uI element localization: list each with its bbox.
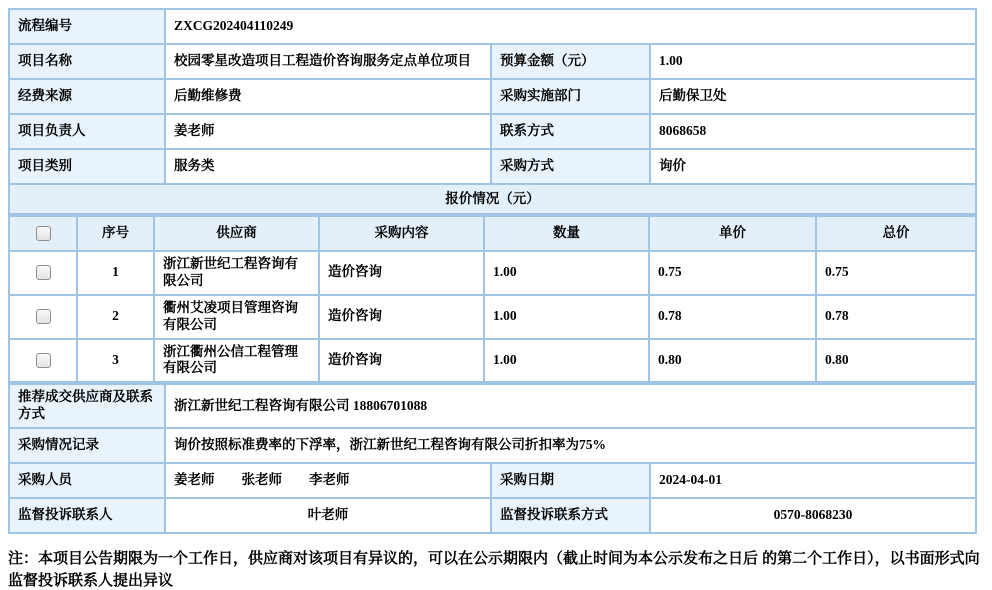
row-record bbox=[10, 429, 975, 464]
project-name-value: 校园零星改造项目工程造价咨询服务定点单位项目 bbox=[166, 45, 492, 78]
row-project-name bbox=[10, 45, 975, 80]
quote-supplier: 浙江新世纪工程咨询有限公司 bbox=[155, 252, 320, 294]
row-supervisor bbox=[10, 499, 975, 532]
row-quote-title bbox=[10, 185, 975, 217]
dept-value: 后勤保卫处 bbox=[659, 88, 727, 104]
date-value: 2024-04-01 bbox=[659, 472, 722, 488]
row-checkbox[interactable] bbox=[36, 265, 51, 280]
supervisor-label: 监督投诉联系人 bbox=[10, 499, 166, 532]
col-header-no: 序号 bbox=[78, 217, 155, 250]
row-leader bbox=[10, 115, 975, 150]
quote-content: 造价咨询 bbox=[320, 252, 485, 294]
row-checkbox-cell bbox=[10, 252, 78, 294]
col-header-total: 总价 bbox=[817, 217, 975, 250]
quote-row bbox=[10, 252, 975, 296]
budget-value: 1.00 bbox=[659, 53, 683, 69]
select-all-cell bbox=[10, 217, 78, 250]
row-flow-no bbox=[10, 10, 975, 45]
budget-label: 预算金额（元） bbox=[492, 45, 651, 78]
method-label: 采购方式 bbox=[492, 150, 651, 183]
col-header-unit: 单价 bbox=[650, 217, 817, 250]
contact-label: 联系方式 bbox=[492, 115, 651, 148]
quote-unit-price: 0.75 bbox=[650, 252, 817, 294]
date-label: 采购日期 bbox=[492, 464, 651, 497]
quote-no: 2 bbox=[78, 296, 155, 338]
fund-source-value: 后勤维修费 bbox=[166, 80, 492, 113]
row-checkbox-cell bbox=[10, 340, 78, 382]
quote-content: 造价咨询 bbox=[320, 340, 485, 382]
col-header-supplier: 供应商 bbox=[155, 217, 320, 250]
quote-total-price: 0.80 bbox=[825, 351, 849, 367]
leader-label: 项目负责人 bbox=[10, 115, 166, 148]
category-value: 服务类 bbox=[166, 150, 492, 183]
leader-value: 姜老师 bbox=[166, 115, 492, 148]
row-checkbox-cell bbox=[10, 296, 78, 338]
supervisor-contact-label: 监督投诉联系方式 bbox=[492, 499, 651, 532]
quote-no: 1 bbox=[78, 252, 155, 294]
flow-no-value: ZXCG202404110249 bbox=[174, 18, 294, 34]
staff-value: 姜老师 张老师 李老师 bbox=[166, 464, 492, 497]
quote-row bbox=[10, 340, 975, 386]
fund-source-label: 经费来源 bbox=[10, 80, 166, 113]
quote-total-price: 0.75 bbox=[825, 264, 849, 280]
col-header-qty: 数量 bbox=[485, 217, 650, 250]
quote-unit-price: 0.80 bbox=[650, 340, 817, 382]
col-header-content: 采购内容 bbox=[320, 217, 485, 250]
supervisor-value: 叶老师 bbox=[166, 499, 492, 532]
quote-section-title: 报价情况（元） bbox=[10, 185, 975, 213]
quote-content: 造价咨询 bbox=[320, 296, 485, 338]
recommend-value: 浙江新世纪工程咨询有限公司 18806701088 bbox=[174, 397, 428, 413]
row-staff bbox=[10, 464, 975, 499]
select-all-checkbox[interactable] bbox=[36, 226, 51, 241]
quote-total-price: 0.78 bbox=[825, 308, 849, 324]
quote-unit-price: 0.78 bbox=[650, 296, 817, 338]
row-fund-source bbox=[10, 80, 975, 115]
procurement-form-table bbox=[8, 8, 977, 534]
category-label: 项目类别 bbox=[10, 150, 166, 183]
supervisor-contact-value: 0570-8068230 bbox=[773, 507, 853, 523]
quote-header-row bbox=[10, 217, 975, 252]
quote-supplier: 浙江衢州公信工程管理有限公司 bbox=[155, 340, 320, 382]
quote-qty: 1.00 bbox=[485, 340, 650, 382]
row-checkbox[interactable] bbox=[36, 309, 51, 324]
record-label: 采购情况记录 bbox=[10, 429, 166, 462]
contact-value: 8068658 bbox=[659, 123, 707, 139]
quote-qty: 1.00 bbox=[485, 252, 650, 294]
quote-qty: 1.00 bbox=[485, 296, 650, 338]
quote-no: 3 bbox=[78, 340, 155, 382]
record-value: 询价按照标准费率的下浮率，浙江新世纪工程咨询有限公司折扣率为75% bbox=[174, 437, 606, 453]
row-recommend bbox=[10, 385, 975, 429]
project-name-label: 项目名称 bbox=[10, 45, 166, 78]
quote-supplier: 衢州艾凌项目管理咨询有限公司 bbox=[155, 296, 320, 338]
flow-no-label: 流程编号 bbox=[10, 10, 166, 43]
quote-row bbox=[10, 296, 975, 340]
staff-label: 采购人员 bbox=[10, 464, 166, 497]
recommend-label: 推荐成交供应商及联系方式 bbox=[10, 385, 166, 427]
dept-label: 采购实施部门 bbox=[492, 80, 651, 113]
row-checkbox[interactable] bbox=[36, 353, 51, 368]
method-value: 询价 bbox=[659, 158, 686, 174]
announcement-note: 注：本项目公告期限为一个工作日，供应商对该项目有异议的，可以在公示期限内（截止时间为本公示发布之日后 的第二个工作日），以书面形式向监督投诉联系人提出异议 bbox=[8, 550, 980, 589]
row-category bbox=[10, 150, 975, 185]
